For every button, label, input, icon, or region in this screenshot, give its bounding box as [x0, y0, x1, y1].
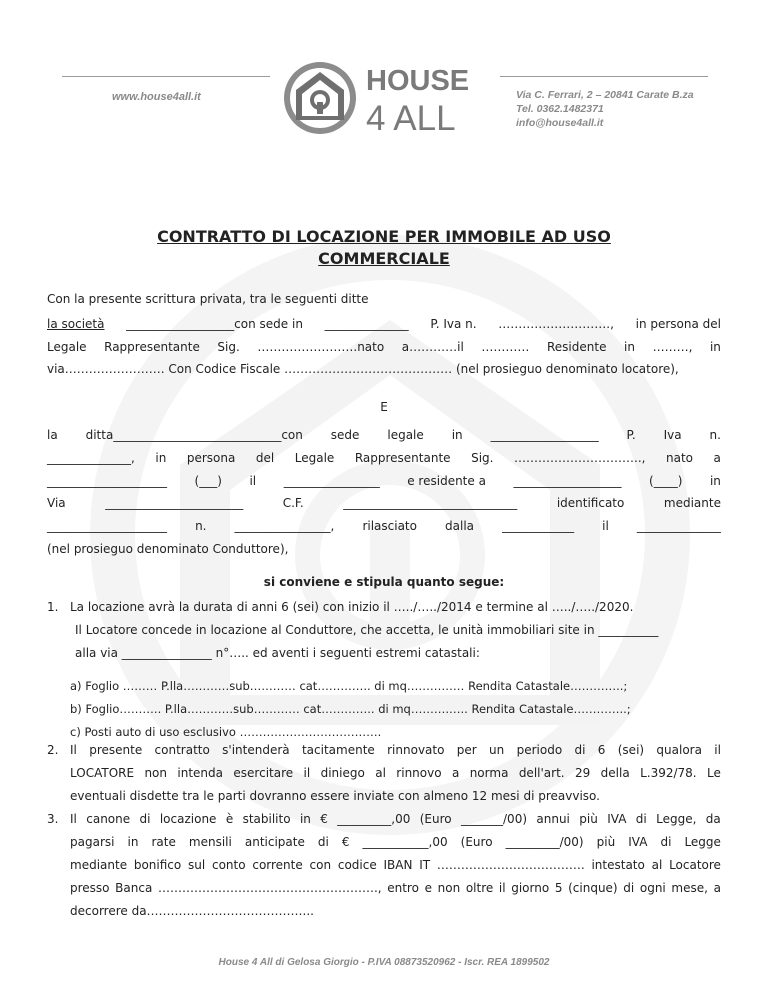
contact-email[interactable]: info@house4all.it	[516, 117, 604, 129]
clause-1-line-1: La locazione avrà la durata di anni 6 (sei) con inizio il …../…../2014 e termine al …../…../2020.	[70, 600, 634, 614]
logo-brand-line1: HOUSE	[366, 65, 470, 97]
agreement-heading: si conviene e stipula quanto segue:	[263, 575, 505, 589]
clause-3-line-3: mediante bonifico sul conto corrente con codice IBAN IT ………………………………. intestato al Locatore	[70, 858, 721, 872]
title-line-2: COMMERCIALE	[318, 249, 450, 268]
title-line-1: CONTRATTO DI LOCAZIONE PER IMMOBILE AD USO	[157, 227, 611, 246]
party2-line-1: la ditta____________________________con sede legale in __________________ P. Iva n.	[47, 428, 721, 442]
party2-line-2: ______________, in persona del Legale Rappresentante Sig. ………………………….., nato a	[47, 451, 721, 465]
conjunction-e: E	[380, 400, 388, 414]
clause-1-line-3: alla via _______________ n°….. ed aventi i seguenti estremi catastali:	[75, 646, 480, 660]
party2-line-4: Via _______________________ C.F. _____________________________ identificato mediante	[47, 496, 721, 510]
clause-2-line-3: eventuali disdette tra le parti dovranno essere inviate con almeno 12 mesi di preavviso.	[70, 789, 600, 803]
clause-3-line-2: pagarsi in rate mensili anticipate di € ___________,00 (Euro _________/00) più IVA di Legge	[70, 835, 721, 849]
clause-2-number: 2.	[47, 743, 59, 757]
clause-1-item-a: a) Foglio ……… P.lla…………sub………… cat………….. di mq…………… Rendita Catastale…………..;	[70, 679, 628, 693]
clause-1-number: 1.	[47, 600, 59, 614]
clause-1-line-2: Il Locatore concede in locazione al Conduttore, che accetta, le unità immobiliari site in __________	[75, 623, 659, 637]
clause-3-line-1: Il canone di locazione è stabilito in € _________,00 (Euro _______/00) annui più IVA di Legge, da	[70, 812, 721, 826]
party1-line-2: Legale Rappresentante Sig. …………………….nato a…………il ………… Residente in ………, in	[47, 340, 721, 354]
clause-3-line-4: presso Banca ………………………………………………., entro e non oltre il giorno 5 (cinque) di ogni mese, a	[70, 881, 721, 895]
house4all-logo	[282, 58, 492, 138]
contact-phone: Tel. 0362.1482371	[516, 103, 604, 115]
intro-text: Con la presente scrittura privata, tra le seguenti ditte	[47, 292, 369, 306]
party1-line-3: via……………………. Con Codice Fiscale …………………………………… (nel prosieguo denominato locatore),	[47, 362, 679, 376]
clause-2-line-2: LOCATORE non intenda esercitare il diniego al rinnovo a norma dell'art. 29 della L.392/78. Le	[70, 766, 721, 780]
party1-line-1: la società __________________con sede in ______________ P. Iva n. ………………………., in persona del	[47, 317, 721, 331]
clause-3-number: 3.	[47, 812, 59, 826]
header-rule-right	[500, 76, 708, 77]
clause-1-item-c: c) Posti auto di uso esclusivo ……………………………….	[70, 725, 382, 739]
clause-3-line-5: decorrere da…………………………………...	[70, 904, 314, 918]
document-title	[0, 226, 768, 270]
contact-block	[516, 88, 694, 130]
contact-address: Via C. Ferrari, 2 – 20841 Carate B.za	[516, 89, 694, 101]
clause-1-item-b: b) Foglio……….. P.lla…………sub………… cat………….. di mq……….….. Rendita Catastale…………..;	[70, 702, 631, 716]
clause-2-line-1: Il presente contratto s'intenderà tacitamente rinnovato per un periodo di 6 (sei) qualora il	[70, 743, 721, 757]
logo-brand-line2: 4 ALL	[366, 99, 456, 138]
party2-line-3: ____________________ (___) il ________________ e residente a __________________ (____) in	[47, 474, 721, 488]
footer-company-info: House 4 All di Gelosa Giorgio - P.IVA 08873520962 - Iscr. REA 1899502	[218, 957, 550, 968]
header-rule-left	[62, 76, 270, 77]
party2-line-5: ____________________ n. ________________, rilasciato dalla ____________ il ______________	[47, 519, 721, 533]
website-link[interactable]: www.house4all.it	[112, 91, 201, 103]
party2-line-6: (nel prosieguo denominato Conduttore),	[47, 542, 289, 556]
